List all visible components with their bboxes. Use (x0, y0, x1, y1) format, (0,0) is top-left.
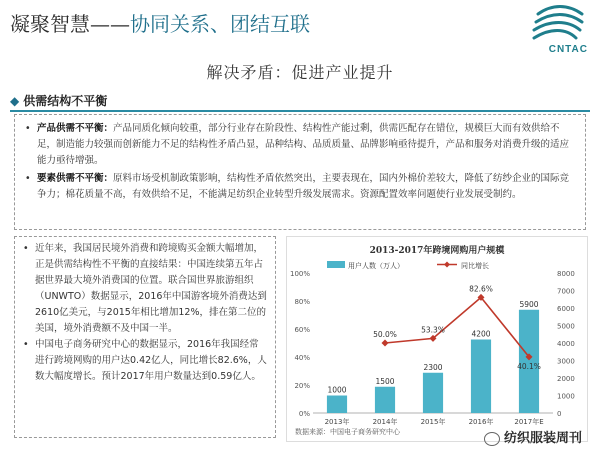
list-item: • 近年来，我国居民境外消费和跨境购买金额大幅增加，正是供需结构性不平衡的直接结果：中国连续第五年占据世界最大境外消费国的位置。联合国世界旅游组织（UNWTO）数据显示，2016年中国游客境外消费达到2610亿美元，与2015年相比增加12%，排在第二位的美国，境外消费额不及中国一半。 (23, 243, 267, 334)
legend-line-marker (444, 262, 450, 268)
legend-bar-label: 用户人数（万人） (348, 262, 404, 270)
left-axis-tick-label: 20% (294, 382, 310, 390)
logo-text: CNTAC (548, 44, 588, 55)
list-item: • 要素供需不平衡：原料市场受机制政策影响，结构性矛盾依然突出，主要表现在，国内外棉价差较大，降低了纺纱企业的国际竞争力；棉花质量不高，有效供给不足，不能满足纺织企业转型升级发展需求。资源配置效率问题使行业发展受制约。 (25, 173, 570, 200)
section-divider (10, 110, 590, 112)
right-axis-tick-label: 2000 (557, 375, 575, 383)
line-data-label: 82.6% (469, 284, 493, 294)
bar-data-label: 2300 (423, 362, 443, 372)
x-axis-tick-label: 2013年 (324, 418, 350, 426)
left-axis-tick-label: 40% (294, 354, 310, 362)
bar-1 (375, 387, 395, 413)
right-axis-tick-label: 8000 (557, 270, 575, 278)
right-axis-tick-label: 7000 (557, 287, 575, 296)
right-axis-tick-label: 0 (557, 410, 562, 418)
chart-source: 数据来源：中国电子商务研究中心 (295, 428, 400, 436)
line-data-label: 50.0% (373, 330, 397, 339)
x-axis-tick-label: 2017年E (514, 418, 544, 426)
line-data-label: 53.3% (421, 325, 445, 335)
left-axis-tick-label: 80% (294, 298, 310, 306)
bar-data-label: 1000 (327, 385, 347, 395)
bullet-icon: • (25, 123, 31, 134)
growth-point-1 (382, 340, 389, 347)
bullet-icon: • (23, 339, 29, 350)
cross-border-chart (286, 236, 588, 442)
page-subtitle: 解决矛盾：促进产业提升 (206, 63, 394, 82)
supply-demand-box (14, 114, 586, 230)
bar-data-label: 5900 (519, 299, 539, 309)
left-axis-tick-label: 0% (298, 410, 310, 418)
bar-data-label: 1500 (375, 376, 395, 386)
diamond-bullet-icon: ◆ (10, 94, 20, 108)
right-axis-tick-label: 3000 (557, 357, 575, 366)
bar-2 (423, 373, 443, 413)
right-axis-tick-label: 1000 (557, 392, 575, 401)
page-title: 凝聚智慧——协同关系、团结互联 (10, 12, 310, 36)
bar-3 (471, 340, 491, 414)
consumption-box (14, 236, 276, 438)
chart-title: 2013-2017年跨境网购用户规模 (369, 246, 505, 256)
left-axis-tick-label: 100% (289, 270, 310, 278)
right-axis-tick-label: 4000 (557, 340, 575, 348)
list-item: • 中国电子商务研究中心的数据显示，2016年我国经常进行跨境网购的用户达0.42亿人，同比增长82.6%，人数大幅度增长。预计2017年用户数量达到0.59亿人。 (23, 339, 267, 382)
bullet-icon: • (23, 243, 29, 254)
x-axis-tick-label: 2016年 (468, 418, 494, 426)
bar-data-label: 4200 (471, 329, 491, 339)
right-axis-tick-label: 5000 (557, 322, 575, 331)
wechat-icon (484, 432, 500, 446)
x-axis-tick-label: 2015年 (420, 418, 446, 426)
left-axis-tick-label: 60% (294, 326, 310, 334)
section-heading: ◆ 供需结构不平衡 (10, 94, 108, 108)
watermark: 纺织服装周刊 (484, 427, 582, 446)
legend-bar-swatch (327, 261, 345, 268)
bullet-icon: • (25, 173, 31, 184)
x-axis-tick-label: 2014年 (372, 418, 398, 426)
growth-line (385, 297, 529, 357)
right-axis-tick-label: 6000 (557, 305, 575, 313)
chart-svg (287, 237, 587, 441)
bar-0 (327, 396, 347, 414)
line-data-label: 40.1% (517, 361, 541, 371)
list-item: • 产品供需不平衡：产品同质化倾向较重，部分行业存在阶段性、结构性产能过剩，供需匹配存在错位，规模巨大而有效供给不足，制造能力较强而创新能力不足的结构性矛盾凸显，品种结构、品质质量、品牌影响亟待提升，产品和服务对消费升级的适应能力亟待增强。 (25, 123, 570, 166)
legend-line-label: 同比增长 (461, 262, 489, 270)
